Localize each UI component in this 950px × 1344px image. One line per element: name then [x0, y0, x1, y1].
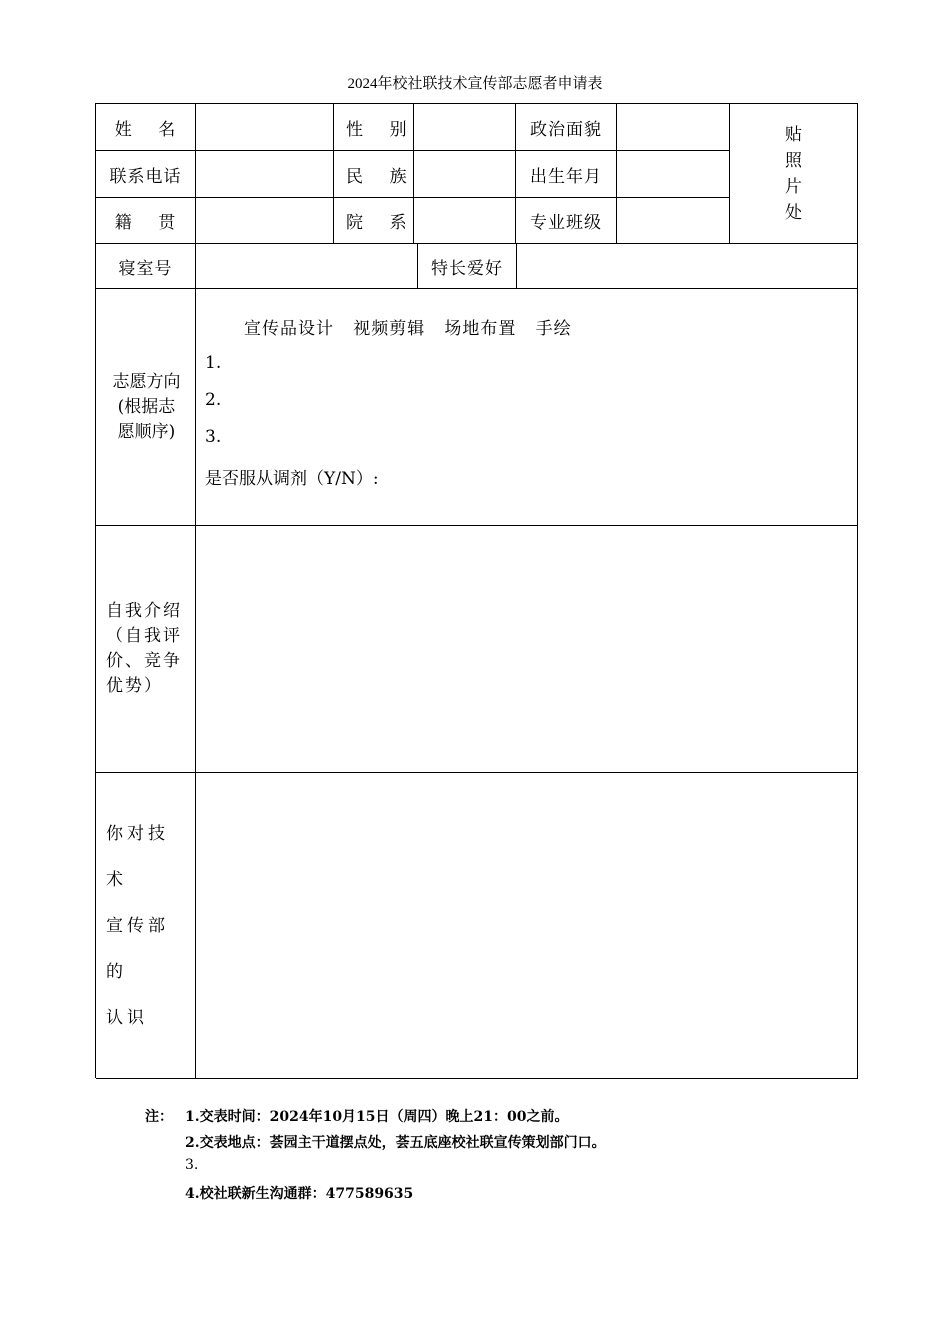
- note-item-2: 2.交表地点：荟园主干道摆点处，荟五底座校社联宣传策划部门口。: [185, 1135, 606, 1151]
- gender-field[interactable]: [414, 104, 516, 151]
- label-phone: 联系电话: [96, 151, 196, 198]
- photo-area[interactable]: [730, 104, 858, 244]
- note-item-3: 3.: [185, 1157, 199, 1173]
- label-knowledge: [96, 773, 196, 1079]
- ethnicity-field[interactable]: [414, 151, 516, 198]
- birth-field[interactable]: [617, 151, 730, 198]
- label-line: 价、竞争: [106, 651, 182, 671]
- dorm-field[interactable]: [196, 244, 418, 289]
- volunteer-direction-field[interactable]: [196, 289, 858, 526]
- label-name: 姓 名: [96, 104, 196, 151]
- hometown-field[interactable]: [196, 198, 334, 244]
- label-line: 宣传部的: [106, 915, 169, 982]
- label-dorm: 寝室号: [96, 244, 196, 289]
- knowledge-field[interactable]: [196, 773, 858, 1079]
- department-field[interactable]: [414, 198, 516, 244]
- label-line: 认识: [106, 1007, 148, 1028]
- note-item-4: 4.校社联新生沟通群：477589635: [185, 1186, 414, 1202]
- photo-placeholder-text: [785, 122, 802, 226]
- label-department: 院 系: [334, 198, 414, 244]
- photo-char: 照: [785, 150, 802, 171]
- label-line: (根据志: [117, 396, 176, 417]
- choice-1: 1.: [205, 353, 222, 373]
- application-table: [95, 103, 858, 1078]
- choice-2: 2.: [205, 390, 222, 410]
- direction-options: 宣传品设计 视频剪辑 场地布置 手绘: [244, 319, 572, 339]
- name-field[interactable]: [196, 104, 334, 151]
- photo-char: 处: [785, 202, 802, 223]
- adjust-question: 是否服从调剂（Y/N）:: [205, 469, 379, 489]
- label-major-class: 专业班级: [516, 198, 617, 244]
- notes-prefix: 注：: [145, 1109, 173, 1125]
- form-title: 2024年校社联技术宣传部志愿者申请表: [347, 76, 603, 92]
- photo-char: 贴: [785, 124, 802, 145]
- label-line: 优势）: [106, 676, 163, 696]
- label-line: 志愿方向: [112, 371, 181, 392]
- label-ethnicity: 民 族: [334, 151, 414, 198]
- label-political: 政治面貌: [516, 104, 617, 151]
- major-class-field[interactable]: [617, 198, 730, 244]
- choice-3: 3.: [205, 427, 222, 447]
- label-line: 愿顺序): [117, 421, 176, 442]
- label-self-intro: [96, 526, 196, 773]
- label-line: 自我介绍: [106, 601, 182, 621]
- phone-field[interactable]: [196, 151, 334, 198]
- photo-char: 片: [785, 176, 802, 197]
- label-line: 你对技术: [106, 823, 169, 890]
- label-hometown: 籍 贯: [96, 198, 196, 244]
- label-hobby: 特长爱好: [418, 244, 517, 289]
- note-item-1: 1.交表时间：2024年10月15日（周四）晚上21：00之前。: [185, 1109, 569, 1125]
- label-volunteer-direction: [96, 289, 196, 526]
- political-field[interactable]: [617, 104, 730, 151]
- hobby-field[interactable]: [517, 244, 858, 289]
- self-intro-field[interactable]: [196, 526, 858, 773]
- label-gender: 性 别: [334, 104, 414, 151]
- label-line: （自我评: [106, 626, 182, 646]
- label-birth: 出生年月: [516, 151, 617, 198]
